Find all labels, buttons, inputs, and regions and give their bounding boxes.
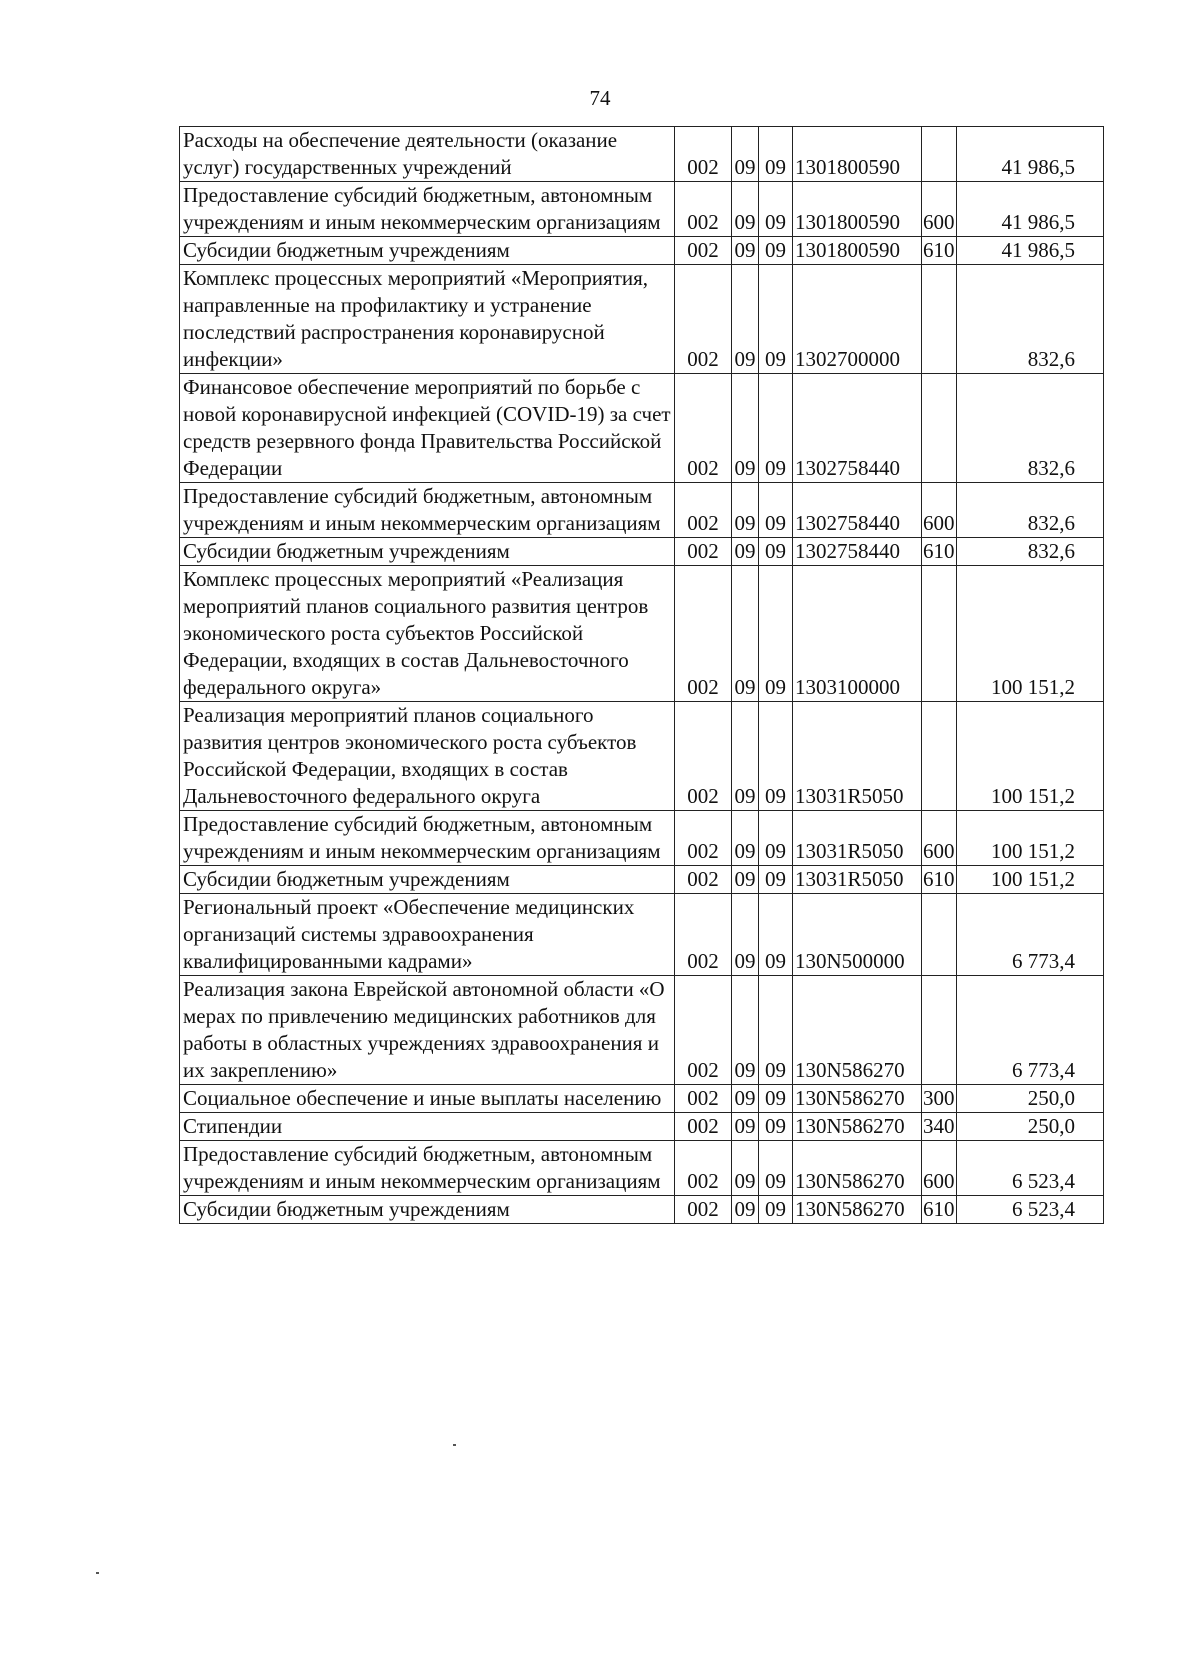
table-row [180, 483, 1104, 538]
subsection-code-cell: 09 [759, 1085, 793, 1113]
table-row [180, 127, 1104, 182]
grbs-code-cell: 002 [675, 237, 732, 265]
grbs-code-cell: 002 [675, 1196, 732, 1224]
section-code-cell: 09 [732, 182, 759, 237]
target-article-cell: 1301800590 [793, 127, 922, 182]
section-code-cell: 09 [732, 894, 759, 976]
target-article-cell: 130N500000 [793, 894, 922, 976]
expense-type-cell: 610 [922, 1196, 957, 1224]
subsection-code-cell: 09 [759, 265, 793, 374]
table-row [180, 374, 1104, 483]
table-row [180, 811, 1104, 866]
table-row [180, 265, 1104, 374]
table-row [180, 1196, 1104, 1224]
amount-cell: 6 523,4 [957, 1141, 1104, 1196]
grbs-code-cell: 002 [675, 866, 732, 894]
item-name-cell: Субсидии бюджетным учреждениям [180, 538, 675, 566]
item-name-cell: Комплекс процессных мероприятий «Мероприятия, направленные на профилактику и устранение последствий распространения коронавирусной инфекции» [180, 265, 675, 374]
expense-type-cell: 600 [922, 182, 957, 237]
subsection-code-cell: 09 [759, 1113, 793, 1141]
amount-cell: 100 151,2 [957, 566, 1104, 702]
section-code-cell: 09 [732, 866, 759, 894]
target-article-cell: 1302700000 [793, 265, 922, 374]
amount-cell: 41 986,5 [957, 182, 1104, 237]
expense-type-cell [922, 374, 957, 483]
expense-type-cell [922, 976, 957, 1085]
grbs-code-cell: 002 [675, 566, 732, 702]
item-name-cell: Расходы на обеспечение деятельности (оказание услуг) государственных учреждений [180, 127, 675, 182]
budget-table [179, 126, 1104, 1224]
subsection-code-cell: 09 [759, 566, 793, 702]
section-code-cell: 09 [732, 127, 759, 182]
scan-speck [453, 1444, 456, 1446]
grbs-code-cell: 002 [675, 1113, 732, 1141]
target-article-cell: 130N586270 [793, 976, 922, 1085]
section-code-cell: 09 [732, 566, 759, 702]
subsection-code-cell: 09 [759, 702, 793, 811]
target-article-cell: 13031R5050 [793, 866, 922, 894]
amount-cell: 250,0 [957, 1113, 1104, 1141]
table-row [180, 1085, 1104, 1113]
subsection-code-cell: 09 [759, 866, 793, 894]
target-article-cell: 1301800590 [793, 237, 922, 265]
item-name-cell: Субсидии бюджетным учреждениям [180, 866, 675, 894]
item-name-cell: Предоставление субсидий бюджетным, автономным учреждениям и иным некоммерческим организациям [180, 483, 675, 538]
grbs-code-cell: 002 [675, 374, 732, 483]
amount-cell: 832,6 [957, 265, 1104, 374]
grbs-code-cell: 002 [675, 894, 732, 976]
item-name-cell: Финансовое обеспечение мероприятий по борьбе с новой коронавирусной инфекцией (COVID-19) за счет средств резервного фонда Правительства Российской Федерации [180, 374, 675, 483]
subsection-code-cell: 09 [759, 811, 793, 866]
amount-cell: 100 151,2 [957, 702, 1104, 811]
item-name-cell: Комплекс процессных мероприятий «Реализация мероприятий планов социального развития центров экономического роста субъектов Российской Федерации, входящих в состав Дальневосточного федерального округа» [180, 566, 675, 702]
scan-speck [96, 1572, 99, 1574]
amount-cell: 41 986,5 [957, 237, 1104, 265]
section-code-cell: 09 [732, 702, 759, 811]
table-row [180, 566, 1104, 702]
amount-cell: 6 773,4 [957, 894, 1104, 976]
item-name-cell: Предоставление субсидий бюджетным, автономным учреждениям и иным некоммерческим организациям [180, 182, 675, 237]
expense-type-cell: 610 [922, 538, 957, 566]
expense-type-cell: 600 [922, 1141, 957, 1196]
amount-cell: 41 986,5 [957, 127, 1104, 182]
section-code-cell: 09 [732, 1196, 759, 1224]
section-code-cell: 09 [732, 237, 759, 265]
section-code-cell: 09 [732, 1113, 759, 1141]
section-code-cell: 09 [732, 483, 759, 538]
amount-cell: 100 151,2 [957, 811, 1104, 866]
table-row [180, 976, 1104, 1085]
subsection-code-cell: 09 [759, 127, 793, 182]
grbs-code-cell: 002 [675, 811, 732, 866]
target-article-cell: 130N586270 [793, 1085, 922, 1113]
item-name-cell: Предоставление субсидий бюджетным, автономным учреждениям и иным некоммерческим организациям [180, 811, 675, 866]
item-name-cell: Социальное обеспечение и иные выплаты населению [180, 1085, 675, 1113]
table-row [180, 1141, 1104, 1196]
grbs-code-cell: 002 [675, 127, 732, 182]
target-article-cell: 1302758440 [793, 483, 922, 538]
subsection-code-cell: 09 [759, 976, 793, 1085]
grbs-code-cell: 002 [675, 483, 732, 538]
expense-type-cell [922, 566, 957, 702]
section-code-cell: 09 [732, 1141, 759, 1196]
grbs-code-cell: 002 [675, 1085, 732, 1113]
item-name-cell: Субсидии бюджетным учреждениям [180, 237, 675, 265]
target-article-cell: 13031R5050 [793, 702, 922, 811]
subsection-code-cell: 09 [759, 1141, 793, 1196]
table-row [180, 866, 1104, 894]
amount-cell: 250,0 [957, 1085, 1104, 1113]
grbs-code-cell: 002 [675, 976, 732, 1085]
target-article-cell: 1303100000 [793, 566, 922, 702]
expense-type-cell [922, 702, 957, 811]
target-article-cell: 130N586270 [793, 1141, 922, 1196]
subsection-code-cell: 09 [759, 1196, 793, 1224]
table-row [180, 1113, 1104, 1141]
table-row [180, 538, 1104, 566]
subsection-code-cell: 09 [759, 237, 793, 265]
target-article-cell: 1302758440 [793, 538, 922, 566]
table-row [180, 894, 1104, 976]
expense-type-cell: 340 [922, 1113, 957, 1141]
item-name-cell: Предоставление субсидий бюджетным, автономным учреждениям и иным некоммерческим организациям [180, 1141, 675, 1196]
item-name-cell: Реализация закона Еврейской автономной области «О мерах по привлечению медицинских работников для работы в областных учреждениях здравоохранения и их закреплению» [180, 976, 675, 1085]
section-code-cell: 09 [732, 1085, 759, 1113]
subsection-code-cell: 09 [759, 374, 793, 483]
section-code-cell: 09 [732, 265, 759, 374]
expense-type-cell: 610 [922, 866, 957, 894]
budget-table-body [180, 127, 1104, 1224]
item-name-cell: Региональный проект «Обеспечение медицинских организаций системы здравоохранения квалифицированными кадрами» [180, 894, 675, 976]
amount-cell: 832,6 [957, 374, 1104, 483]
target-article-cell: 130N586270 [793, 1113, 922, 1141]
item-name-cell: Стипендии [180, 1113, 675, 1141]
expense-type-cell: 600 [922, 811, 957, 866]
subsection-code-cell: 09 [759, 894, 793, 976]
subsection-code-cell: 09 [759, 182, 793, 237]
amount-cell: 6 523,4 [957, 1196, 1104, 1224]
amount-cell: 100 151,2 [957, 866, 1104, 894]
target-article-cell: 13031R5050 [793, 811, 922, 866]
amount-cell: 832,6 [957, 538, 1104, 566]
section-code-cell: 09 [732, 374, 759, 483]
section-code-cell: 09 [732, 811, 759, 866]
grbs-code-cell: 002 [675, 182, 732, 237]
grbs-code-cell: 002 [675, 702, 732, 811]
table-row [180, 702, 1104, 811]
expense-type-cell: 610 [922, 237, 957, 265]
expense-type-cell: 300 [922, 1085, 957, 1113]
subsection-code-cell: 09 [759, 538, 793, 566]
expense-type-cell [922, 894, 957, 976]
expense-type-cell: 600 [922, 483, 957, 538]
grbs-code-cell: 002 [675, 1141, 732, 1196]
section-code-cell: 09 [732, 976, 759, 1085]
item-name-cell: Реализация мероприятий планов социального развития центров экономического роста субъектов Российской Федерации, входящих в состав Дальневосточного федерального округа [180, 702, 675, 811]
table-row [180, 182, 1104, 237]
target-article-cell: 130N586270 [793, 1196, 922, 1224]
subsection-code-cell: 09 [759, 483, 793, 538]
item-name-cell: Субсидии бюджетным учреждениям [180, 1196, 675, 1224]
page-number: 74 [589, 86, 611, 110]
expense-type-cell [922, 127, 957, 182]
section-code-cell: 09 [732, 538, 759, 566]
target-article-cell: 1302758440 [793, 374, 922, 483]
amount-cell: 6 773,4 [957, 976, 1104, 1085]
expense-type-cell [922, 265, 957, 374]
amount-cell: 832,6 [957, 483, 1104, 538]
target-article-cell: 1301800590 [793, 182, 922, 237]
grbs-code-cell: 002 [675, 538, 732, 566]
table-row [180, 237, 1104, 265]
grbs-code-cell: 002 [675, 265, 732, 374]
